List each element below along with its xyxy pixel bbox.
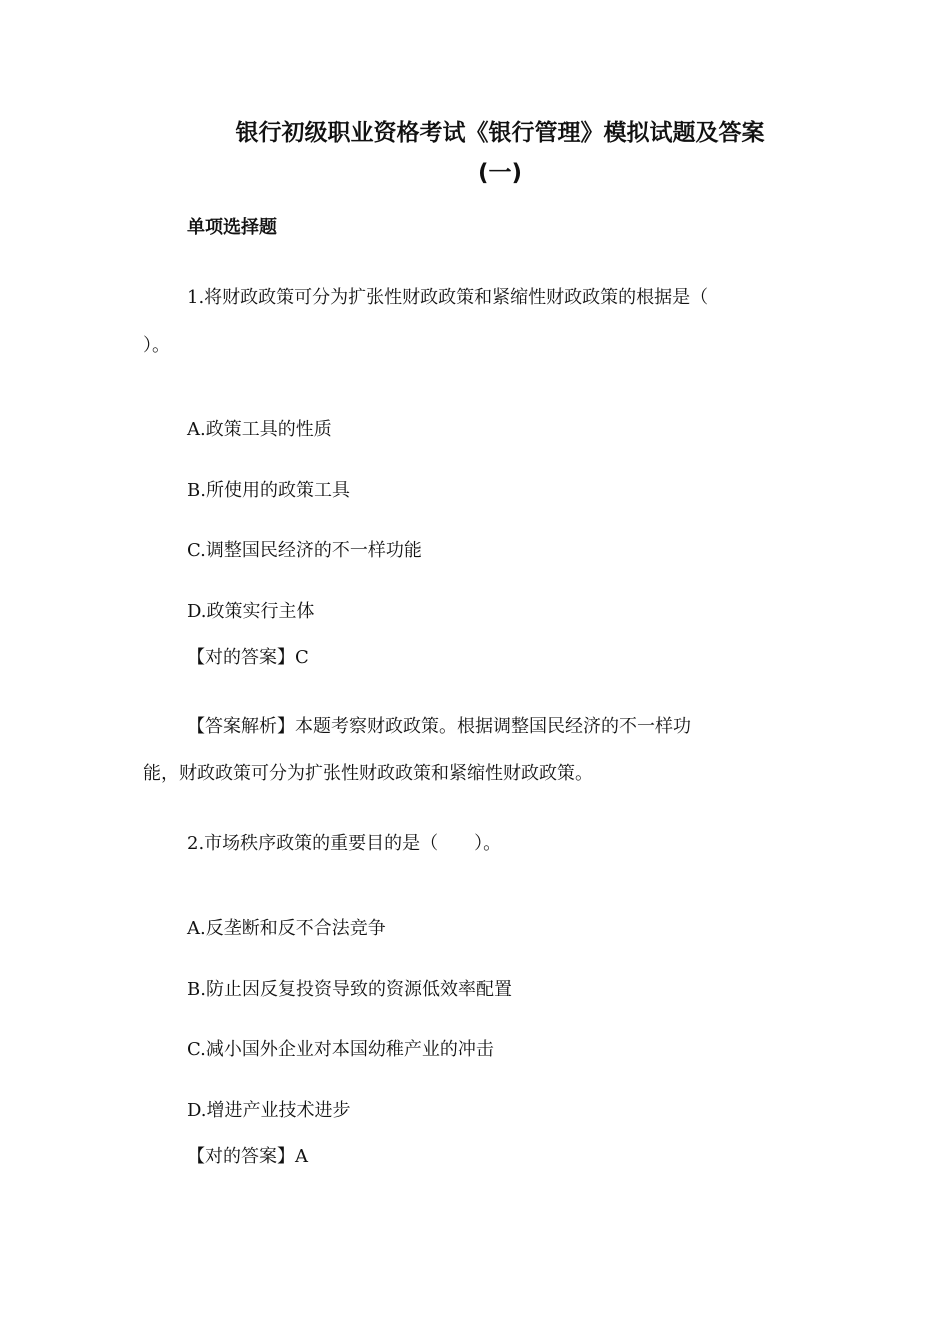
document-title-line-1: 银行初级职业资格考试《银行管理》模拟试题及答案 [235,120,765,146]
question-1-option-d: D.政策实行主体 [187,601,315,622]
question-1-option-c: C.调整国民经济的不一样功能 [187,540,422,561]
question-1-option-a: A.政策工具的性质 [187,419,332,440]
question-2-answer: 【对的答案】A [187,1146,308,1167]
question-2-option-c: C.减小国外企业对本国幼稚产业的冲击 [187,1039,494,1060]
question-2-option-a: A.反垄断和反不合法竞争 [187,918,386,939]
question-2-option-b: B.防止因反复投资导致的资源低效率配置 [187,979,512,1000]
question-1-analysis-line-1: 【答案解析】本题考察财政政策。根据调整国民经济的不一样功 [187,716,691,737]
question-2-stem: 2.市场秩序政策的重要目的是（ ）。 [187,833,502,854]
question-1-stem-line-1: 1.将财政政策可分为扩张性财政政策和紧缩性财政政策的根据是（ [187,287,709,308]
question-1-stem-line-2: ）。 [143,335,170,356]
question-1-option-b: B.所使用的政策工具 [187,480,350,501]
question-1-analysis-line-2: 能，财政政策可分为扩张性财政政策和紧缩性财政政策。 [143,763,593,784]
document-title-line-2: (一) [477,160,523,186]
question-1-answer: 【对的答案】C [187,647,309,668]
section-heading: 单项选择题 [187,217,277,238]
question-2-option-d: D.增进产业技术进步 [187,1100,351,1121]
